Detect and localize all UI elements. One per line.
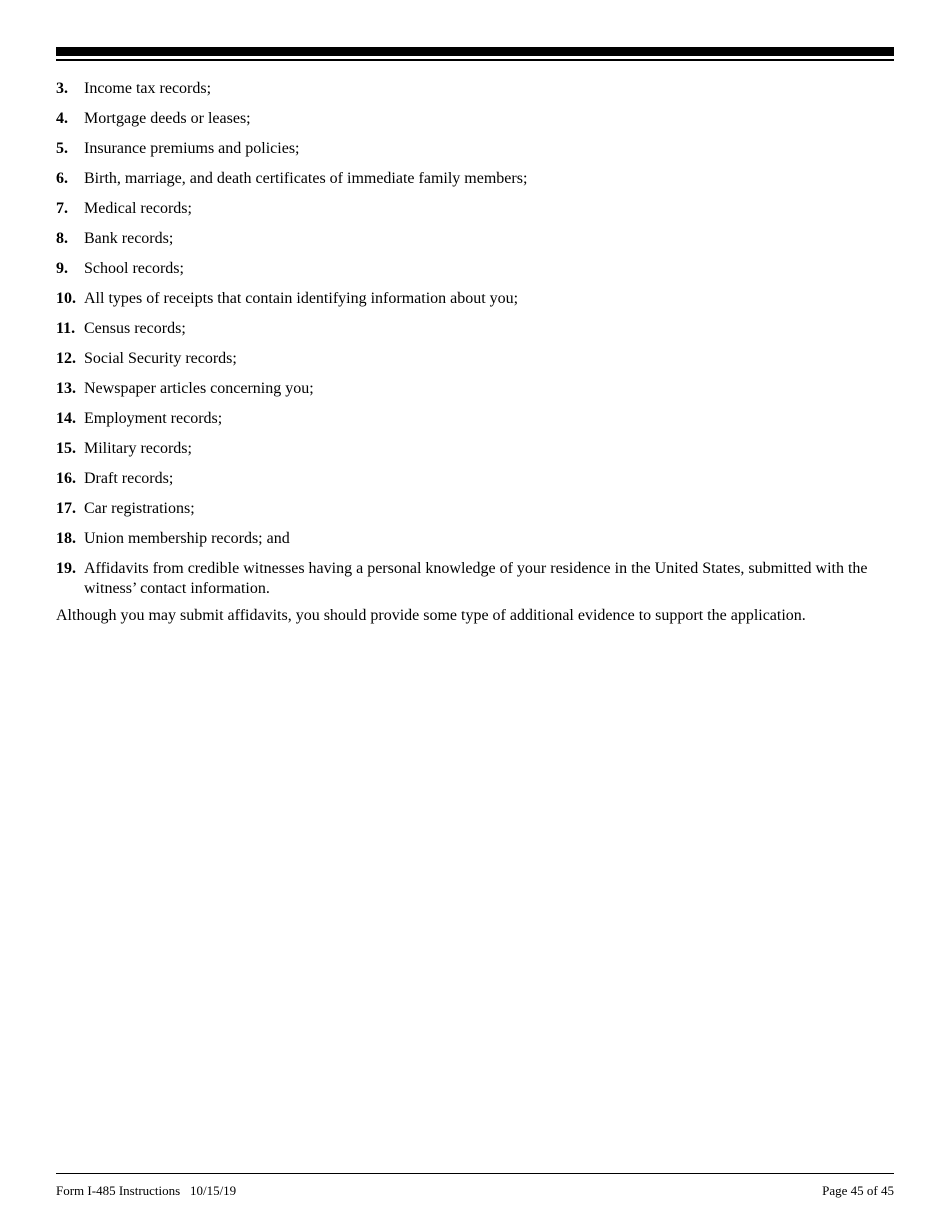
item-text: Newspaper articles concerning you; [84,380,314,397]
item-number: 5. [56,140,68,157]
item-text: Employment records; [84,410,223,427]
item-number: 11. [56,320,76,337]
item-number: 16. [56,470,76,487]
item-text: Census records; [84,320,186,337]
item-text: Military records; [84,440,192,457]
item-text: Birth, marriage, and death certificates of immediate family members; [84,170,528,187]
item-text: Income tax records; [84,80,212,97]
item-number: 13. [56,380,76,397]
list-item [56,409,896,429]
item-number: 6. [56,170,68,187]
header-rule-thin [56,59,894,61]
list-item [56,349,896,369]
item-number: 10. [56,290,76,307]
item-text: Car registrations; [84,500,195,517]
item-text: Bank records; [84,230,174,247]
list-item [56,529,896,549]
item-number: 8. [56,230,68,247]
footer-rule [56,1173,894,1174]
item-number: 7. [56,200,68,217]
item-number: 4. [56,110,68,127]
item-text: Mortgage deeds or leases; [84,110,251,127]
list-item [56,559,896,599]
list-item [56,199,896,219]
evidence-list [56,79,896,609]
item-number: 15. [56,440,76,457]
list-item [56,289,896,309]
list-item [56,469,896,489]
item-number: 12. [56,350,76,367]
item-number: 18. [56,530,76,547]
closing-paragraph: Although you may submit affidavits, you should provide some type of additional evidence to support the application. [56,607,806,624]
list-item [56,229,896,249]
item-text: School records; [84,260,184,277]
item-number: 17. [56,500,76,517]
list-item [56,379,896,399]
item-text: Affidavits from credible witnesses having a personal knowledge of your residence in the United States, submitted with the witness’ contact information. [84,560,868,597]
list-item [56,499,896,519]
item-text: All types of receipts that contain identifying information about you; [84,290,519,307]
header-rule-thick [56,47,894,56]
list-item [56,139,896,159]
list-item [56,109,896,129]
footer-page-number: Page 45 of 45 [822,1183,894,1198]
item-text: Draft records; [84,470,174,487]
item-text: Union membership records; and [84,530,290,547]
item-number: 19. [56,560,76,577]
list-item [56,169,896,189]
item-number: 9. [56,260,68,277]
footer-form-name: Form I-485 Instructions 10/15/19 [56,1183,237,1198]
list-item [56,319,896,339]
list-item [56,439,896,459]
item-text: Medical records; [84,200,192,217]
list-item [56,79,896,99]
item-text: Insurance premiums and policies; [84,140,300,157]
item-number: 14. [56,410,76,427]
item-number: 3. [56,80,68,97]
item-text: Social Security records; [84,350,237,367]
list-item [56,259,896,279]
